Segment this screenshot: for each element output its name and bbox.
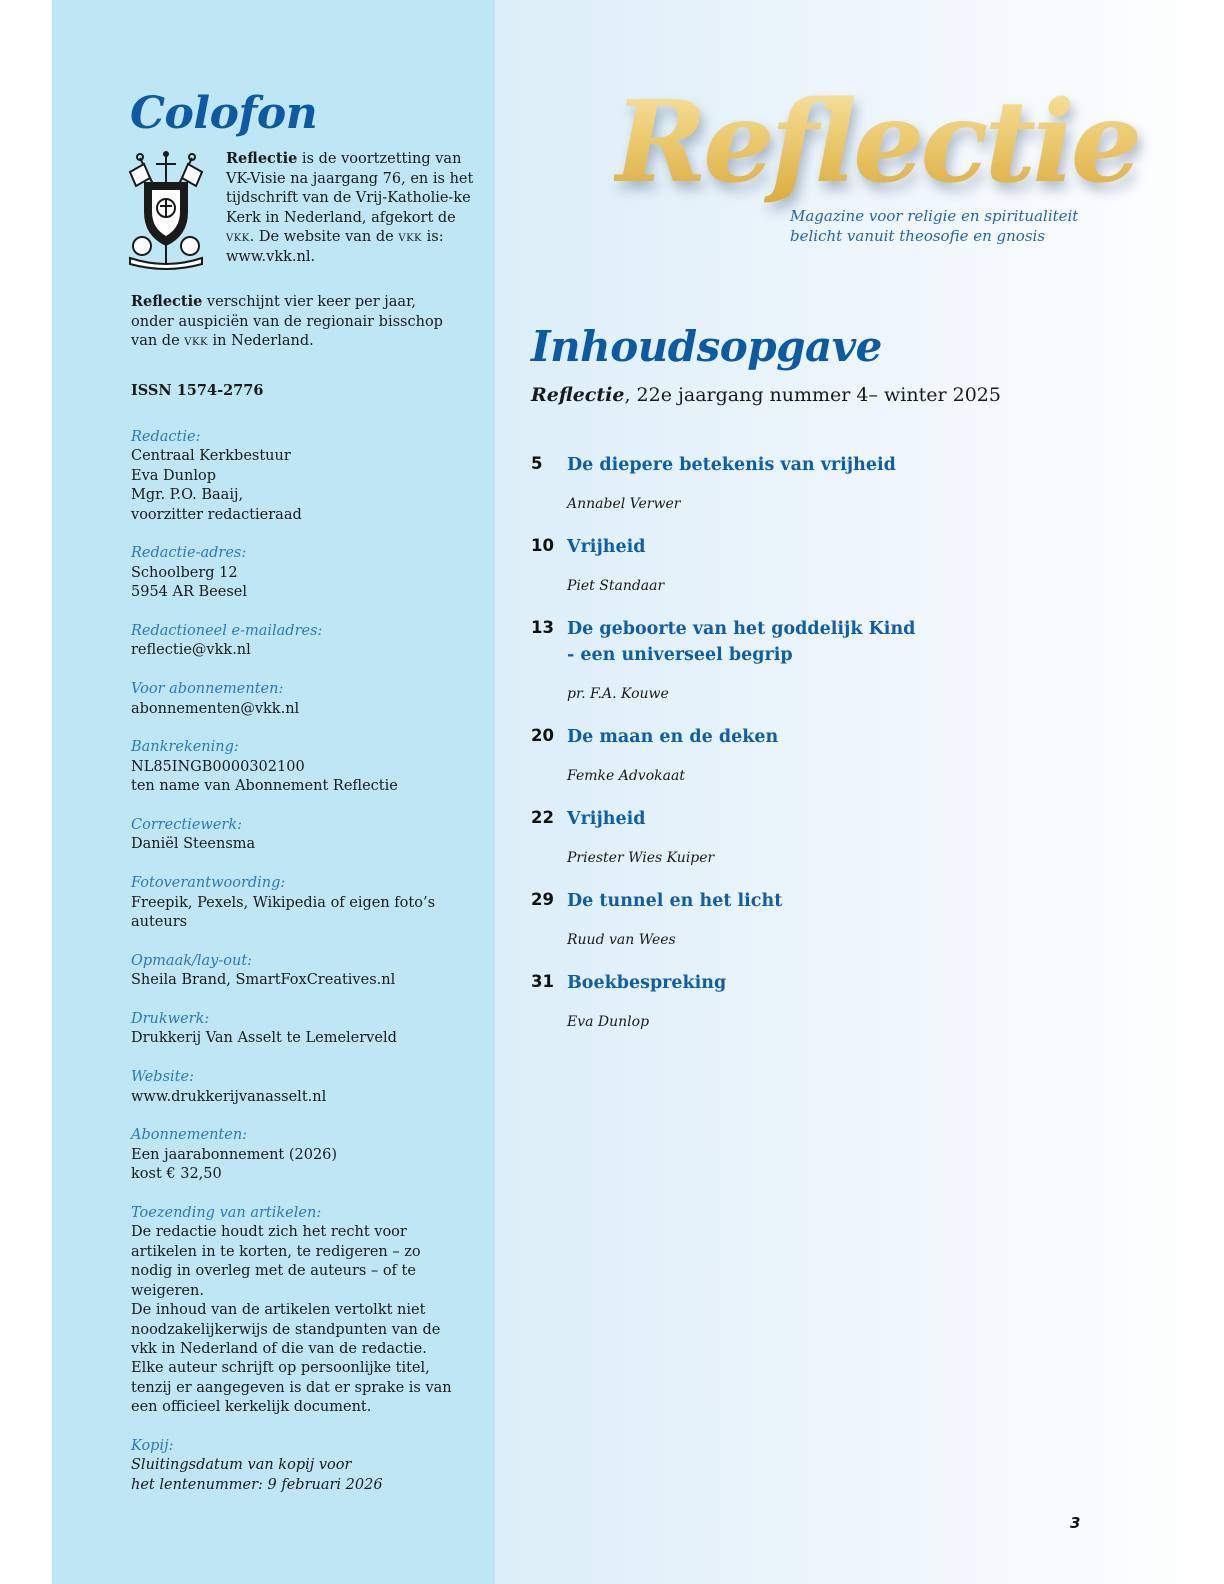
toc-article-title[interactable] [567, 534, 947, 560]
entry-label: Bankrekening: [131, 739, 239, 756]
toc-title-line: Vrijheid [567, 537, 646, 557]
entry-label: Redactie: [131, 429, 201, 445]
entry-label: Fotoverantwoording: [131, 875, 286, 892]
toc-title-line: De diepere betekenis van vrijheid [567, 455, 896, 475]
colofon-entry [131, 622, 471, 661]
toc-title: Inhoudsopgave [531, 322, 882, 371]
toc-author: Ruud van Wees [567, 932, 676, 948]
colofon-entry [131, 952, 471, 991]
toc-article-title[interactable] [567, 888, 947, 914]
toc-title-line: De tunnel en het licht [567, 891, 783, 911]
intro-abbr: vkk [398, 229, 423, 246]
intro-abbr: vkk [226, 229, 250, 246]
intro-text: . De website van de [249, 229, 399, 246]
publication-frequency [131, 292, 461, 352]
colofon-entry [131, 1068, 471, 1107]
entry-label: Drukwerk: [131, 1011, 210, 1028]
entry-value: Centraal Kerkbestuur [131, 448, 291, 465]
colofon-title: Colofon [130, 88, 318, 139]
colofon-entry [131, 816, 471, 855]
para-abbr: vkk [184, 333, 208, 350]
colofon-entry [131, 544, 471, 602]
entry-value: tenzij er aangegeven is dat er sprake is van [131, 1379, 452, 1396]
entry-label: Correctiewerk: [131, 817, 243, 834]
toc-article-title[interactable] [567, 616, 947, 668]
entry-label: Voor abonnementen: [131, 681, 284, 698]
entry-value: Een jaarabonnement (2026) [131, 1146, 338, 1163]
toc-page-number: 22 [531, 808, 554, 827]
entry-value: Freepik, Pexels, Wikipedia of eigen foto’s [131, 894, 436, 911]
toc-author: Eva Dunlop [567, 1014, 650, 1030]
issue-magazine-name: Reflectie [531, 384, 625, 406]
toc-article-title[interactable] [567, 806, 947, 832]
entry-value: Elke auteur schrijft op persoonlijke titel, [131, 1360, 430, 1377]
entry-value: reflectie@vkk.nl [131, 642, 251, 659]
toc-article-title[interactable] [567, 970, 947, 996]
entry-label: Redactioneel e-mailadres: [131, 623, 323, 640]
issn: ISSN 1574-2776 [131, 382, 264, 399]
entry-value: ten name van Abonnement Reflectie [131, 778, 398, 795]
toc-item[interactable] [531, 806, 1051, 867]
entry-value: 5954 AR Beesel [131, 584, 247, 601]
toc-author: pr. F.A. Kouwe [567, 686, 669, 702]
entry-value: kost € 32,50 [131, 1166, 222, 1183]
toc-author: Femke Advokaat [567, 768, 685, 784]
entry-value: voorzitter redactieraad [131, 506, 302, 523]
toc-page-number: 20 [531, 726, 554, 745]
entry-label: Kopij: [131, 1437, 174, 1454]
logo-tagline [790, 206, 1110, 246]
entry-value: een officieel kerkelijk document. [131, 1399, 372, 1416]
entry-value: www.drukkerijvanasselt.nl [131, 1088, 327, 1105]
entry-value: De redactie houdt zich het recht voor [131, 1224, 407, 1241]
toc-item[interactable] [531, 452, 1051, 513]
entry-value: De inhoud van de artikelen vertolkt niet [131, 1302, 426, 1319]
toc-article-title[interactable] [567, 724, 947, 750]
toc-author: Annabel Verwer [567, 496, 681, 512]
entry-value: Eva Dunlop [131, 467, 216, 484]
colofon-entry [131, 680, 471, 719]
entry-value: auteurs [131, 914, 188, 931]
colofon-entry [131, 428, 471, 525]
toc-author: Priester Wies Kuiper [567, 850, 715, 866]
entry-value: Mgr. P.O. Baaij, [131, 487, 244, 504]
entry-value: Daniël Steensma [131, 836, 256, 853]
toc-page-number: 13 [531, 618, 554, 637]
para-magazine-name: Reflectie [131, 293, 203, 310]
entry-value: noodzakelijkerwijs de standpunten van de [131, 1321, 441, 1338]
entry-label: Toezending van artikelen: [131, 1205, 322, 1222]
entry-value: nodig in overleg met de auteurs – of te [131, 1263, 416, 1280]
colofon-entry [131, 1126, 471, 1184]
para-text: in Nederland. [207, 333, 314, 350]
toc-item[interactable] [531, 970, 1051, 1031]
toc-item[interactable] [531, 724, 1051, 785]
toc-title-line: De geboorte van het goddelijk Kind [567, 619, 916, 639]
entry-value: abonnementen@vkk.nl [131, 700, 300, 717]
issue-details: , 22e jaargang nummer 4– winter 2025 [624, 384, 1001, 406]
entry-value: Schoolberg 12 [131, 564, 238, 581]
colofon-entry [131, 874, 471, 932]
toc-page-number: 29 [531, 890, 554, 909]
tagline-line-2: belicht vanuit theosofie en gnosis [790, 227, 1046, 245]
issue-info [531, 384, 1001, 406]
colofon-entry [131, 1204, 471, 1417]
toc-page-number: 31 [531, 972, 554, 991]
page-number: 3 [1070, 1514, 1081, 1532]
church-coat-of-arms-icon [126, 150, 206, 270]
toc-page-number: 10 [531, 536, 554, 555]
entry-label: Abonnementen: [131, 1127, 248, 1144]
colofon-intro [226, 149, 476, 268]
logo-wordmark: Reflectie [614, 77, 1139, 208]
colofon-entries [131, 428, 471, 1515]
magazine-logo [610, 77, 1139, 278]
para-text: verschijnt vier keer per jaar, onder auspiciën van de regionair bisschop van de [131, 294, 443, 350]
toc-title-line: - een universeel begrip [567, 645, 793, 665]
entry-value: artikelen in te korten, te redigeren – zo [131, 1243, 421, 1260]
tagline-line-1: Magazine voor religie en spiritualiteit [790, 207, 1079, 225]
toc-title-line: De maan en de deken [567, 727, 779, 747]
intro-magazine-name: Reflectie [226, 150, 298, 167]
toc-author: Piet Standaar [567, 578, 665, 594]
toc-item[interactable] [531, 616, 1051, 703]
entry-label: Redactie-adres: [131, 545, 247, 562]
entry-value: vkk in Nederland of die van de redactie. [131, 1340, 427, 1357]
entry-label: Website: [131, 1069, 194, 1086]
toc-title-line: Boekbespreking [567, 973, 727, 993]
toc-item[interactable] [531, 888, 1051, 949]
entry-value: NL85INGB0000302100 [131, 758, 305, 775]
entry-label: Opmaak/lay-out: [131, 952, 253, 969]
toc-article-title[interactable] [567, 452, 947, 478]
entry-value: Drukkerij Van Asselt te Lemelerveld [131, 1030, 397, 1047]
entry-value: weigeren. [131, 1282, 204, 1299]
toc-item[interactable] [531, 534, 1051, 595]
entry-value: het lentenummer: 9 februari 2026 [131, 1476, 383, 1493]
intro-text: is de voortzetting van VK-Visie na jaargang 76, en is het tijdschrift van de Vrij-Katholie-ke Kerk in Nederland, afgekort de [226, 151, 474, 226]
table-of-contents [531, 452, 1051, 1052]
entry-value: Sheila Brand, SmartFoxCreatives.nl [131, 972, 396, 989]
colofon-entry [131, 1437, 471, 1495]
toc-page-number: 5 [531, 454, 543, 473]
toc-title-line: Vrijheid [567, 809, 646, 829]
entry-value: Sluitingsdatum van kopij voor [131, 1457, 352, 1474]
colofon-entry [131, 1010, 471, 1049]
colofon-entry [131, 738, 471, 796]
intro-website: is: www.vkk.nl. [226, 229, 444, 265]
